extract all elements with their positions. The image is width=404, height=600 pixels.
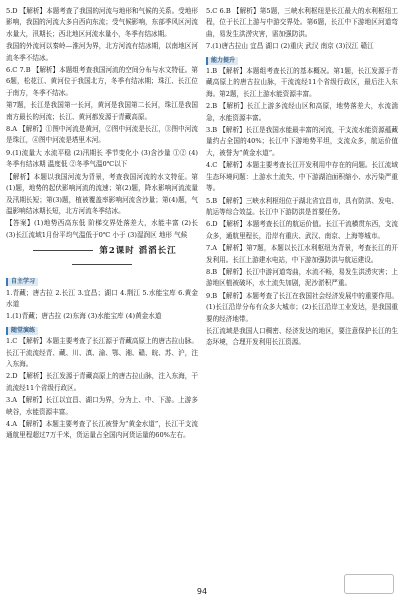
right-p6: 4.C 【解析】本题主要考查长江开发利用中存在的问题。长江流域生态环境问题：上游水土流失、中下游湖泊面积缩小、水污染严重等。: [206, 161, 398, 193]
right-p2: 7.(1)唐古拉山 宜昌 湖口 (2)重庆 武汉 南京 (3)汉江 赣江: [206, 42, 374, 51]
left-answer: 【答案】(1)地势西高东低 阶梯交界处落差大，水能丰富 (2)长 (3)长江流域1月份平均气温低于0℃ 小于 (3)湿润区 地形 气候: [6, 219, 198, 239]
left-q3: 1.C 【解析】本题主要考查了长江源于青藏高原上的唐古拉山脉。长江干流流经青、藏、川、滇、渝、鄂、湘、赣、皖、苏、沪，注入东海。: [6, 337, 198, 368]
right-p9: 7.A 【解析】第7题，本题以长江水利枢纽为背景，考查长江的开发利用。长江上游建水电站，中下游加强防洪与航运建设。: [206, 244, 398, 264]
lesson-rule-right: [72, 264, 132, 265]
left-p1: 5.D 【解析】本题考查了我国的河流与地形和气候的关系。受地形影响，我国的河流大多自西向东流；受气候影响，东部季风区河流水量大，汛期长；西北地区河流水量小，冬季有结冰期。: [6, 7, 198, 38]
right-p1: 5.C 6.B 【解析】第5题，三峡水利枢纽是长江最大的水利枢纽工程，位于长江上游与中游交界处。第6题，长江中下游地区河道弯曲，易发生洪涝灾害，需加强防洪。: [206, 7, 398, 38]
left-p6: 9.(1)流量大 水流平稳 (2)汛期长 季节变化小 (3)含沙量 ①② (4)冬季有结冰期 温度低 ②冬季气温0℃以下: [6, 148, 198, 169]
lesson-title: [6, 244, 198, 272]
left-q4: 2.D 【解析】长江发源于青藏高原上的唐古拉山脉，注入东海，干流流经11个省级行政区。: [6, 372, 198, 392]
right-p3: 1.B 【解析】本题组考查长江的基本概况。第1题，长江发源于青藏高原上的唐古拉山脉，干流流经11个省级行政区，最后注入东海。第2题，长江上游水能资源丰富。: [206, 67, 398, 98]
page-number: 94: [196, 587, 208, 596]
right-p7: 5.B 【解析】三峡水利枢纽位于湖北省宜昌市，具有防洪、发电、航运等综合效益。长江中下游防洪是首要任务。: [206, 196, 398, 216]
right-p11: 9.B 【解析】本题考查了长江在我国社会经济发展中的重要作用。(1)长江沿岸分布有众多大城市；(2)长江沿岸工业发达，是我国重要的经济地带。: [206, 291, 398, 323]
left-p5: 8.A 【解析】①图中河流是黄河，②图中河流是长江，③图中河流是珠江，④图中河流是塔里木河。: [6, 125, 198, 145]
left-p3: 6.C 7.B 【解析】本题组考查我国河流的空间分布与水文特征。第6题，松花江、黄河位于我国北方，冬季有结冰期；珠江、长江位于南方，冬季不结冰。: [6, 66, 198, 97]
lesson-title-text: 第2课时 滔滔长江: [99, 246, 177, 257]
left-q2: 1.(1)青藏；唐古拉 (2)东海 (3)水能宝库 (4)黄金水道: [6, 312, 162, 321]
section-self-study: 自主学习: [6, 278, 38, 286]
right-p8: 6.D 【解析】本题考查长江的航运价值。长江干流横贯东西，支流众多，通航里程长，沿岸有重庆、武汉、南京、上海等城市。: [206, 220, 398, 240]
lesson-rule-left: [33, 250, 93, 251]
section-ability: 能力提升: [206, 57, 238, 65]
left-p2: 我国的外流河以秦岭—淮河为界，北方河流有结冰期，以南地区河流冬季不结冰。: [6, 42, 198, 62]
left-p4: 第7题，长江是我国第一长河，黄河是我国第二长河，珠江是我国南方最长的河流；长江、黄河都发源于青藏高原。: [6, 101, 198, 121]
left-q6: 4.A 【解析】本题主要考查了长江被誉为“黄金水道”，长江干支流通航里程超过7万千米，货运量占全国内河货运量的60%左右。: [6, 420, 198, 440]
left-q1: 1.青藏；唐古拉 2.长江 3.宜昌；湖口 4.荆江 5.水能宝库 6.黄金水道: [6, 288, 198, 308]
left-q5: 3.A 【解析】长江以宜昌、湖口为界，分为上、中、下游。上游多峡谷，水能资源丰富。: [6, 396, 198, 416]
right-p5: 3.B 【解析】长江是我国水能最丰富的河流，干支流水能资源蕴藏量约占全国的40%；长江中下游地势平坦，支流众多，航运价值大，被誉为“黄金水道”。: [206, 126, 398, 157]
right-p10: 8.B 【解析】长江中游河道弯曲，水流不畅，易发生洪涝灾害；上游地区植被破坏，水土流失加剧，泥沙淤积严重。: [206, 267, 398, 288]
right-p12: 长江流域是我国人口稠密、经济发达的地区，要注意保护长江的生态环境，合理开发利用长江资源。: [206, 326, 398, 347]
right-p4: 2.B 【解析】长江上游多流经山区和高原，地势落差大，水流湍急，水能资源丰富。: [206, 102, 398, 122]
left-p7: 【解析】本题以我国河流为背景，考查我国河流的水文特征。第(1)题，地势的起伏影响河流的流速；第(2)题，降水影响河流流量及汛期长短；第(3)题，植被覆盖率影响河流含沙量；第(4)题，气温影响结冰期长短，北方河流冬季结冰。: [6, 172, 198, 215]
right-column: [206, 6, 398, 576]
watermark-stamp: [344, 574, 394, 594]
left-column: [6, 6, 198, 576]
section-practice: 随堂演练: [6, 327, 38, 335]
two-column-body: [6, 6, 398, 576]
